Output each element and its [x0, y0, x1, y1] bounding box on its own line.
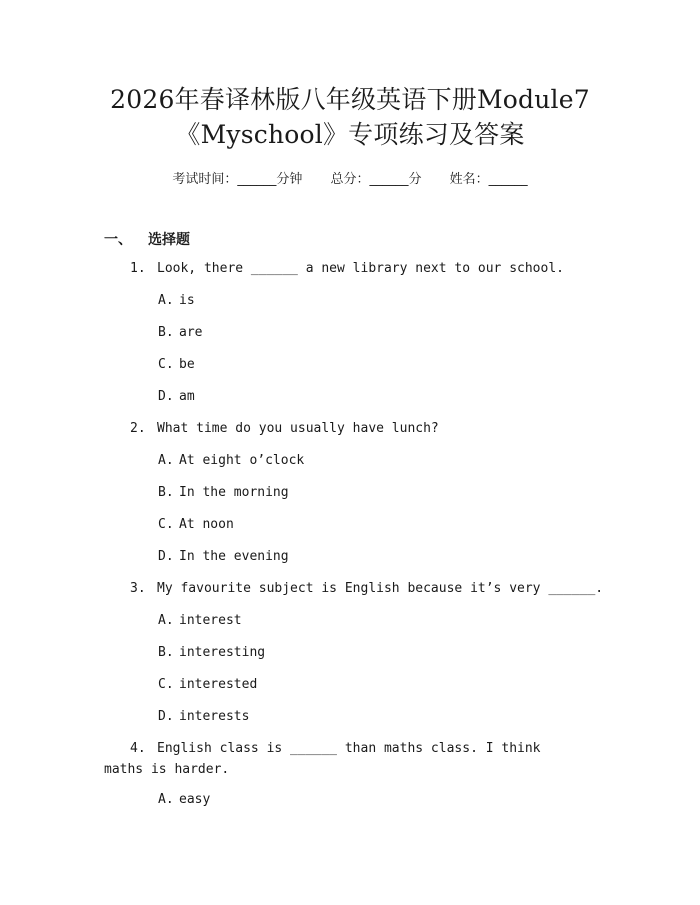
option-text: At eight o’clock: [179, 453, 305, 468]
option-4a: [158, 792, 210, 807]
question-text: Look, there ______ a new library next to our school.: [157, 261, 564, 276]
section-number: 一、: [104, 232, 132, 248]
option-text: interest: [179, 613, 242, 628]
option-letter: A.: [158, 613, 174, 628]
question-2: [130, 421, 439, 436]
option-text: interests: [179, 709, 250, 724]
question-text: English class is ______ than maths class. I think maths is harder.: [104, 741, 541, 777]
question-text: My favourite subject is English because it’s very ______.: [157, 581, 604, 596]
option-1c: [158, 357, 195, 372]
option-1a: [158, 293, 195, 308]
section-label: 选择题: [148, 232, 190, 248]
option-3a: [158, 613, 242, 628]
page-title-line-2: 《Myschool》专项练习及答案: [175, 120, 525, 149]
option-text: are: [179, 325, 203, 340]
question-number: 3.: [130, 581, 146, 596]
option-2d: [158, 549, 289, 564]
question-number: 4.: [130, 741, 146, 756]
option-2a: [158, 453, 304, 468]
option-text: is: [179, 293, 195, 308]
option-letter: A.: [158, 792, 174, 807]
option-text: interested: [179, 677, 258, 692]
option-2b: [158, 485, 289, 500]
option-3c: [158, 677, 257, 692]
question-4: [104, 738, 564, 780]
page-title-line-1: 2026年春译林版八年级英语下册Module7: [110, 85, 590, 114]
option-letter: C.: [158, 517, 174, 532]
exam-meta: [0, 168, 700, 187]
exam-score: 总分：______分: [330, 172, 422, 187]
exam-time: 考试时间：______分钟: [172, 172, 303, 187]
section-heading: [104, 229, 190, 249]
exam-name: 姓名：______: [449, 172, 528, 187]
question-1: [130, 261, 564, 276]
option-letter: B.: [158, 485, 174, 500]
option-letter: D.: [158, 709, 174, 724]
option-letter: A.: [158, 453, 174, 468]
option-letter: B.: [158, 645, 174, 660]
option-3b: [158, 645, 265, 660]
question-3: [130, 581, 603, 596]
option-1d: [158, 389, 195, 404]
question-text: What time do you usually have lunch?: [157, 421, 439, 436]
question-number: 1.: [130, 261, 146, 276]
option-1b: [158, 325, 202, 340]
option-text: be: [179, 357, 195, 372]
option-letter: D.: [158, 549, 174, 564]
option-letter: C.: [158, 677, 174, 692]
option-text: In the morning: [179, 485, 289, 500]
question-number: 2.: [130, 421, 146, 436]
option-letter: C.: [158, 357, 174, 372]
option-text: easy: [179, 792, 211, 807]
option-text: In the evening: [179, 549, 289, 564]
option-text: interesting: [179, 645, 266, 660]
option-letter: D.: [158, 389, 174, 404]
option-text: am: [179, 389, 195, 404]
option-letter: B.: [158, 325, 174, 340]
option-2c: [158, 517, 234, 532]
option-3d: [158, 709, 249, 724]
option-text: At noon: [179, 517, 234, 532]
option-letter: A.: [158, 293, 174, 308]
